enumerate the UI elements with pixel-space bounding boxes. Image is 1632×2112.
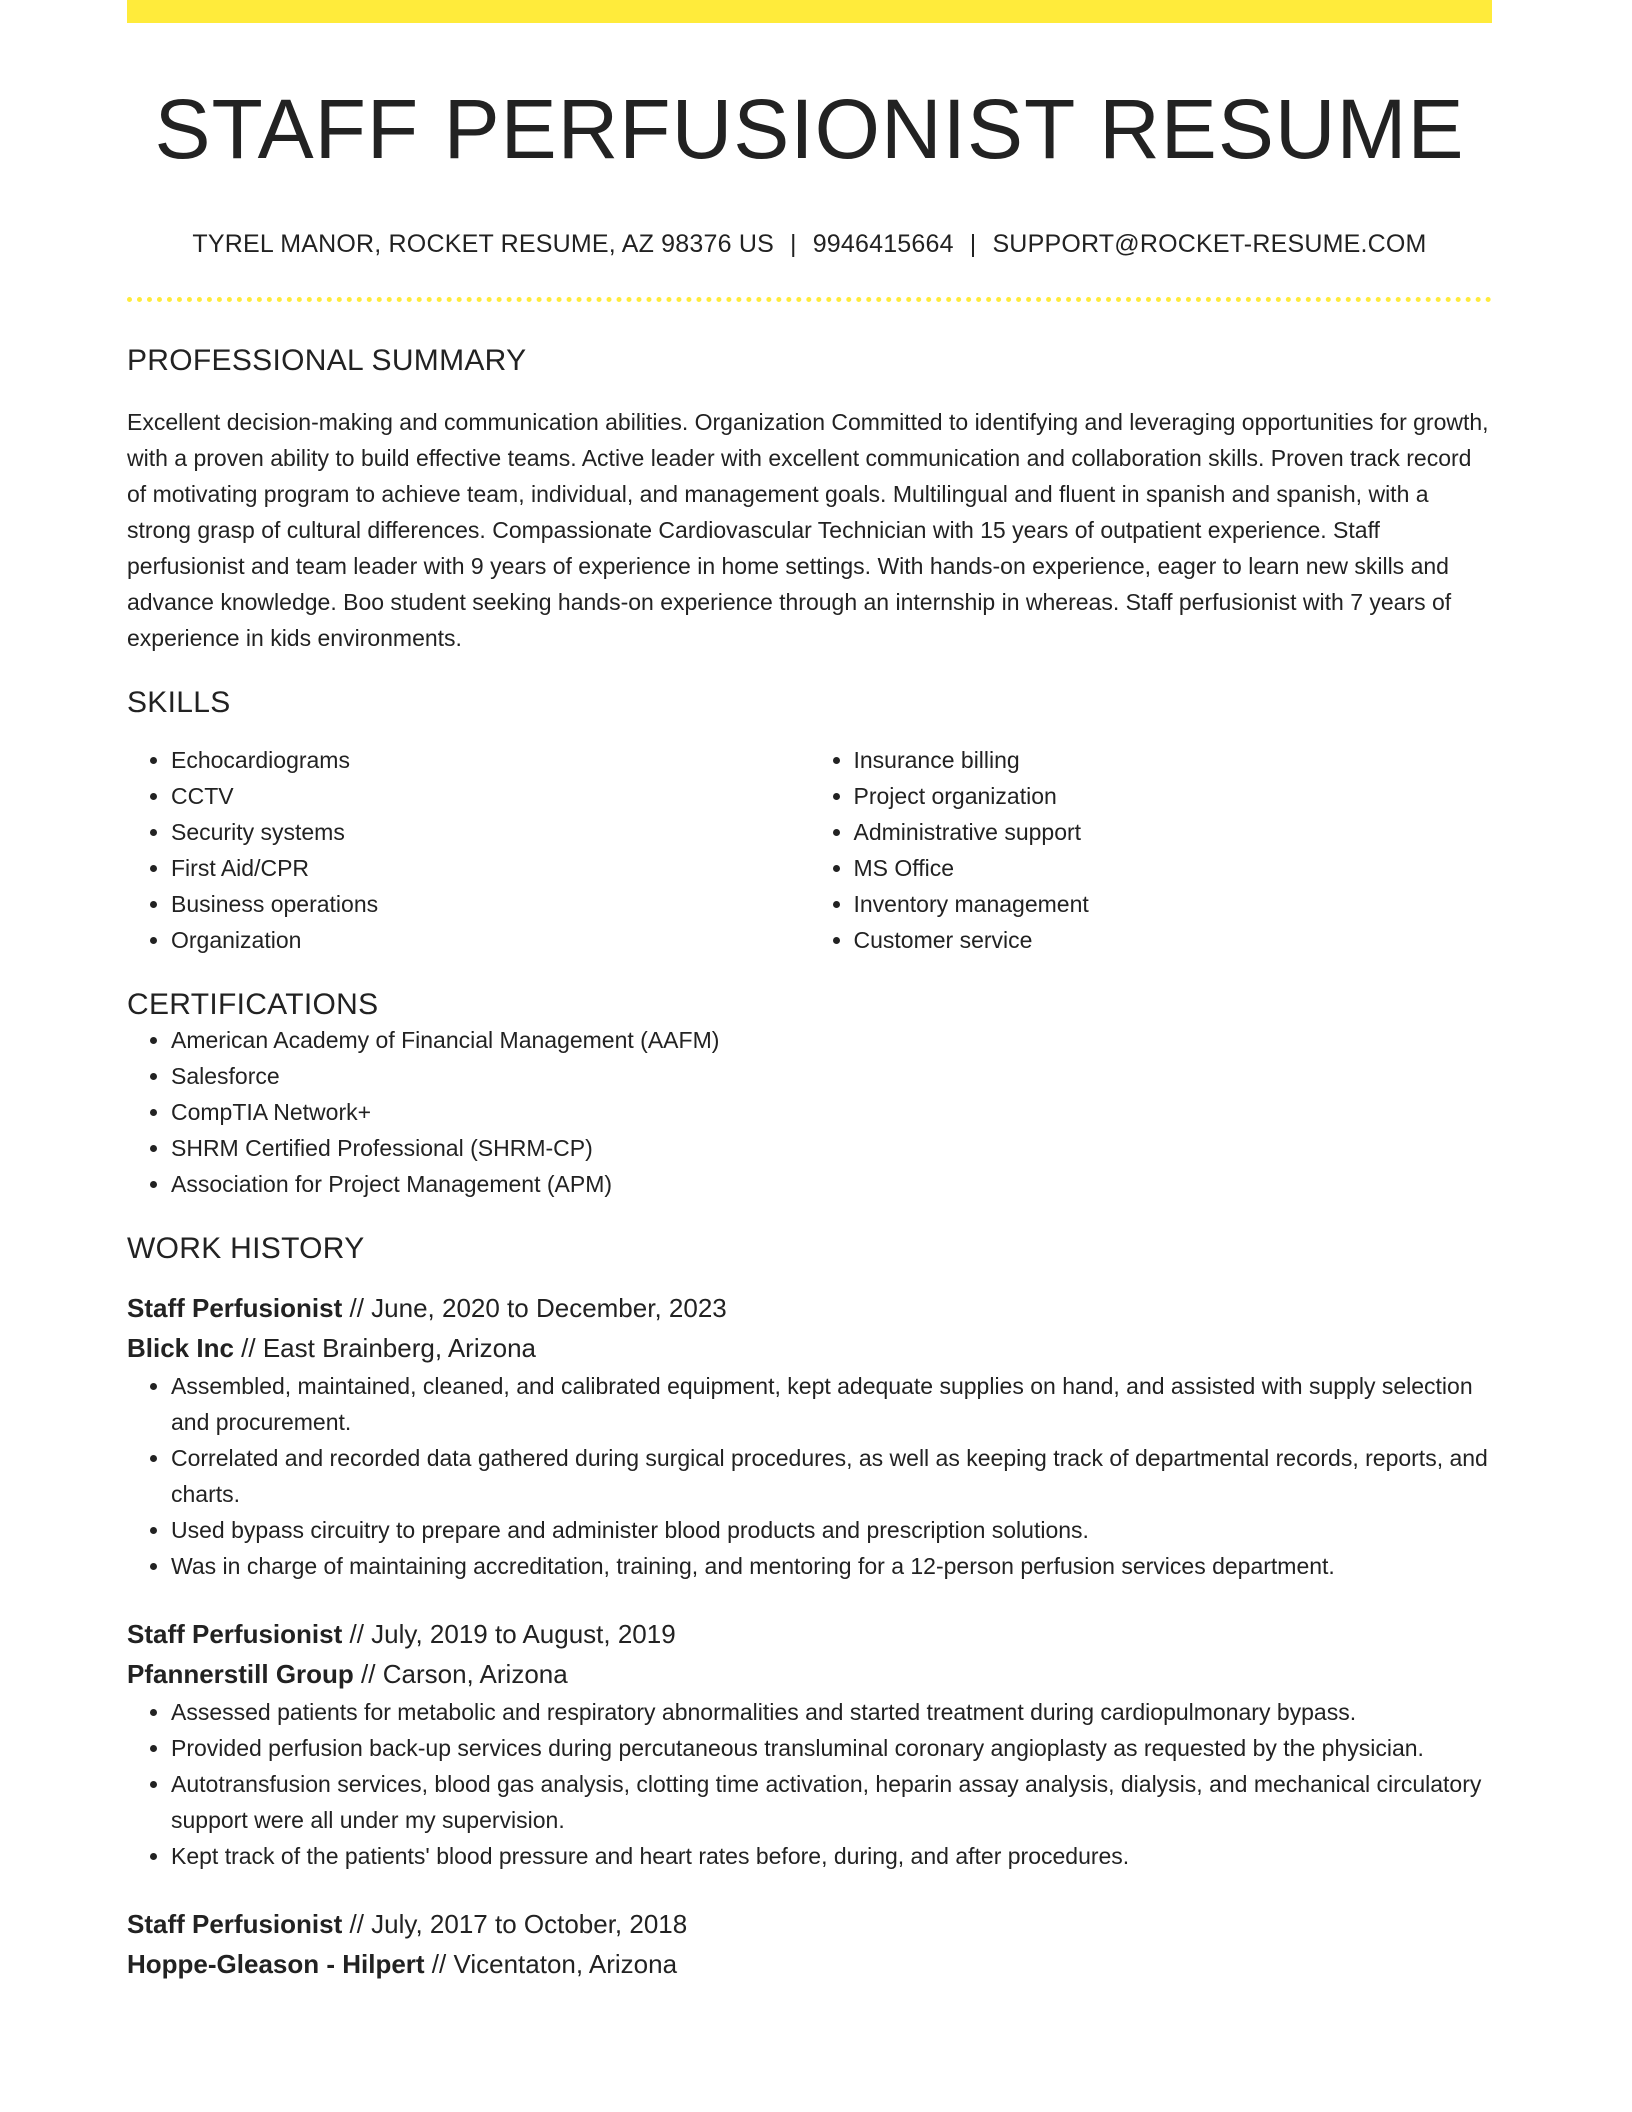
job-title: Staff Perfusionist [127,1909,343,1940]
job-company: Hoppe-Gleason - Hilpert [127,1949,425,1980]
certifications-list [127,1022,1492,1202]
job-duty-item: • Provided perfusion back-up services during percutaneous transluminal coronary angioplasty as requested by the physician. [171,1730,1492,1766]
contact-address: TYREL MANOR, ROCKET RESUME, AZ 98376 US [192,230,774,259]
header-accent-bar [127,0,1492,23]
summary-heading: PROFESSIONAL SUMMARY [127,344,527,378]
job-separator: // [424,1949,454,1980]
job-location: East Brainberg, Arizona [262,1333,536,1364]
job-company: Blick Inc [127,1333,234,1364]
contact-separator: | [969,230,977,259]
contact-separator: | [789,230,797,259]
contact-phone: 9946415664 [812,230,954,259]
skills-grid [127,742,1492,958]
certification-item: • Association for Project Management (APM) [171,1166,1492,1202]
job-title: Staff Perfusionist [127,1619,343,1650]
certification-item: • CompTIA Network+ [171,1094,1492,1130]
job-company: Pfannerstill Group [127,1659,354,1690]
job-company-line [127,1944,1492,1984]
summary-text: Excellent decision-making and communication abilities. Organization Committed to identifying and leveraging opportunities for growth, with a proven ability to build effective teams. Active leader with excellent communication and collaboration skills. Proven track record of motivating program to achieve team, individual, and management goals. Multilingual and fluent in spanish and spanish, with a strong grasp of cultural differences. Compassionate Cardiovascular Technician with 15 years of outpatient experience. Staff perfusionist and team leader with 9 years of experience in home settings. With hands-on experience, eager to learn new skills and advance knowledge. Boo student seeking hands-on experience through an internship in whereas. Staff perfusionist with 7 years of experience in kids environments. [127,409,1489,652]
job-entry [127,1904,1492,1984]
job-duty-item: • Kept track of the patients' blood pressure and heart rates before, during, and after procedures. [171,1838,1492,1874]
contact-info [127,230,1492,259]
job-duty-item: • Assembled, maintained, cleaned, and calibrated equipment, kept adequate supplies on hand, and assisted with supply selection and procurement. [171,1368,1492,1440]
job-duties-list [127,1368,1492,1584]
job-dates: June, 2020 to December, 2023 [371,1293,727,1324]
job-duty-item: • Was in charge of maintaining accreditation, training, and mentoring for a 12-person perfusion services department. [171,1548,1492,1584]
header-divider [127,297,1492,302]
skill-item: • First Aid/CPR [171,850,810,886]
job-dates: July, 2019 to August, 2019 [371,1619,676,1650]
job-location: Vicentaton, Arizona [453,1949,678,1980]
skill-item: • CCTV [171,778,810,814]
certification-item: • Salesforce [171,1058,1492,1094]
job-duty-item: • Autotransfusion services, blood gas analysis, clotting time activation, heparin assay analysis, dialysis, and mechanical circulatory support were all under my supervision. [171,1766,1492,1838]
skills-list-left [127,742,810,958]
job-title-line [127,1614,1492,1654]
skills-heading: SKILLS [127,686,231,720]
job-duty-item: • Correlated and recorded data gathered during surgical procedures, as well as keeping track of departmental records, reports, and charts. [171,1440,1492,1512]
certifications-heading: CERTIFICATIONS [127,988,379,1022]
contact-email: SUPPORT@ROCKET-RESUME.COM [992,230,1427,259]
skills-column-right [810,742,1493,958]
skill-item: • Administrative support [854,814,1493,850]
skills-column-left [127,742,810,958]
resume-page [127,0,1492,1984]
job-duties-list [127,1694,1492,1874]
job-title-line [127,1904,1492,1944]
skill-item: • Customer service [854,922,1493,958]
skill-item: • Organization [171,922,810,958]
work-history-heading: WORK HISTORY [127,1232,365,1266]
job-separator: // [342,1619,372,1650]
job-company-line [127,1654,1492,1694]
certification-item: • American Academy of Financial Management (AAFM) [171,1022,1492,1058]
job-separator: // [342,1909,372,1940]
job-separator: // [233,1333,263,1364]
job-title-line [127,1288,1492,1328]
skill-item: • Project organization [854,778,1493,814]
work-history-list [127,1288,1492,1984]
skill-item: • Echocardiograms [171,742,810,778]
job-entry [127,1288,1492,1584]
job-location: Carson, Arizona [382,1659,568,1690]
skill-item: • Inventory management [854,886,1493,922]
certification-item: • SHRM Certified Professional (SHRM-CP) [171,1130,1492,1166]
job-duty-item: • Assessed patients for metabolic and respiratory abnormalities and started treatment during cardiopulmonary bypass. [171,1694,1492,1730]
skill-item: • Insurance billing [854,742,1493,778]
skill-item: • Security systems [171,814,810,850]
resume-title: STAFF PERFUSIONIST RESUME [154,82,1465,176]
skill-item: • Business operations [171,886,810,922]
job-separator: // [342,1293,372,1324]
job-entry [127,1614,1492,1874]
job-dates: July, 2017 to October, 2018 [371,1909,688,1940]
job-title: Staff Perfusionist [127,1293,343,1324]
job-duty-item: • Used bypass circuitry to prepare and administer blood products and prescription solutions. [171,1512,1492,1548]
job-company-line [127,1328,1492,1368]
skill-item: • MS Office [854,850,1493,886]
skills-list-right [810,742,1493,958]
job-separator: // [353,1659,383,1690]
